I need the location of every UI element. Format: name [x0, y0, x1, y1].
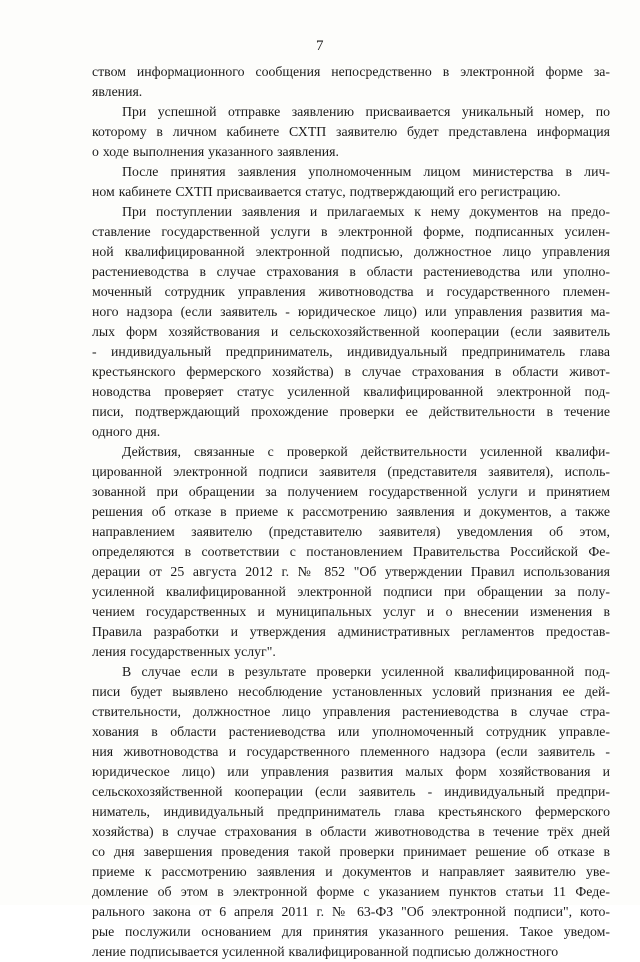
- text-line: решения об отказе в приеме к рассмотрению заявления и документов, а также: [92, 504, 610, 519]
- text-line: Правила разработки и утверждения административных регламентов предостав-: [92, 624, 610, 639]
- text-line: ния животноводства и государственного племенного надзора (если заявитель -: [92, 744, 610, 759]
- text-line: ством информационного сообщения непосредственно в электронной форме за-: [92, 64, 610, 79]
- text-line: ного надзора (если заявитель - юридическое лицо) или управления развития ма-: [92, 304, 610, 319]
- text-line: домление об этом в электронной форме с указанием пунктов статьи 11 Феде-: [92, 884, 610, 899]
- text-line: которому в личном кабинете СХТП заявителю будет представлена информация: [92, 124, 610, 139]
- text-line: После принятия заявления уполномоченным лицом министерства в лич-: [122, 164, 610, 179]
- text-line: ления государственных услуг".: [92, 644, 276, 659]
- text-line: крестьянского фермерского хозяйства) в случае страхования в области живот-: [92, 364, 610, 379]
- text-line: дерации от 25 августа 2012 г. № 852 "Об утверждении Правил использования: [92, 564, 610, 579]
- text-line: зованной при обращении за получением государственной услуги и принятием: [92, 484, 610, 499]
- text-line: В случае если в результате проверки усиленной квалифицированной под-: [122, 664, 610, 679]
- text-line: со дня завершения проведения такой проверки принимает решение об отказе в: [92, 844, 610, 859]
- text-line: рального закона от 6 апреля 2011 г. № 63-ФЗ "Об электронной подписи", кото-: [92, 904, 610, 919]
- text-line: лых форм хозяйствования и сельскохозяйственной кооперации (если заявитель: [92, 324, 610, 339]
- text-line: писи, подтверждающий прохождение проверки ее действительности в течение: [92, 404, 610, 419]
- text-line: юридическое лицо) или управления развития малых форм хозяйствования и: [92, 764, 610, 779]
- text-line: явления.: [92, 84, 143, 99]
- paragraph: [92, 202, 610, 442]
- text-line: новодства проверяет статус усиленной квалифицированной электронной под-: [92, 384, 610, 399]
- text-line: хозяйства) в случае страхования в области животноводства в течение трёх дней: [92, 824, 610, 839]
- text-line: чением государственных и муниципальных услуг и о внесении изменения в: [92, 604, 610, 619]
- text-line: цированной электронной подписи заявителя (представителя заявителя), исполь-: [92, 464, 610, 479]
- text-line: приеме к рассмотрению заявления и документов и направляет заявителю уве-: [92, 864, 610, 879]
- text-line: одного дня.: [92, 424, 161, 439]
- text-line: При поступлении заявления и прилагаемых к нему документов на предо-: [122, 204, 610, 219]
- page-number: 7: [316, 38, 324, 54]
- text-line: направлением заявителю (представителю заявителя) уведомления об этом,: [92, 524, 610, 539]
- paragraph: [92, 102, 610, 162]
- text-line: хования в области растениеводства или уполномоченный сотрудник управле-: [92, 724, 610, 739]
- text-line: - индивидуальный предприниматель, индивидуальный предприниматель глава: [92, 344, 610, 359]
- text-line: усиленной квалифицированной электронной подписи при обращении за полу-: [92, 584, 610, 599]
- text-line: ниматель, индивидуальный предприниматель глава крестьянского фермерского: [92, 804, 610, 819]
- text-line: писи будет выявлено несоблюдение установленных условий признания ее дей-: [92, 684, 610, 699]
- text-line: сельскохозяйственной кооперации (если заявитель - индивидуальный предпри-: [92, 784, 610, 799]
- text-line: определяются в соответствии с постановлением Правительства Российской Фе-: [92, 544, 610, 559]
- text-line: При успешной отправке заявлению присваивается уникальный номер, по: [122, 104, 610, 119]
- text-line: ставление государственной услуги в электронной форме, подписанных усилен-: [92, 224, 610, 239]
- text-line: ствительности, должностное лицо управления растениеводства в случае стра-: [92, 704, 610, 719]
- paragraph: [92, 442, 610, 662]
- text-line: Действия, связанные с проверкой действительности усиленной квалифи-: [122, 444, 610, 459]
- text-line: ном кабинете СХТП присваивается статус, подтверждающий его регистрацию.: [92, 184, 561, 199]
- text-line: моченный сотрудник управления животноводства и государственного племен-: [92, 284, 610, 299]
- paragraph: [92, 162, 610, 202]
- text-line: рые послужили основанием для принятия указанного решения. Такое уведом-: [92, 924, 610, 939]
- paragraph: [92, 62, 610, 102]
- text-line: ной квалифицированной электронной подписью, должностное лицо управления: [92, 244, 610, 259]
- text-line: растениеводства в случае страхования в области растениеводства или уполно-: [92, 264, 610, 279]
- text-line: о ходе выполнения указанного заявления.: [92, 144, 339, 159]
- document-body: [92, 62, 610, 962]
- paragraph: [92, 662, 610, 962]
- text-line: ление подписывается усиленной квалифицированной подписью должностного: [92, 944, 559, 959]
